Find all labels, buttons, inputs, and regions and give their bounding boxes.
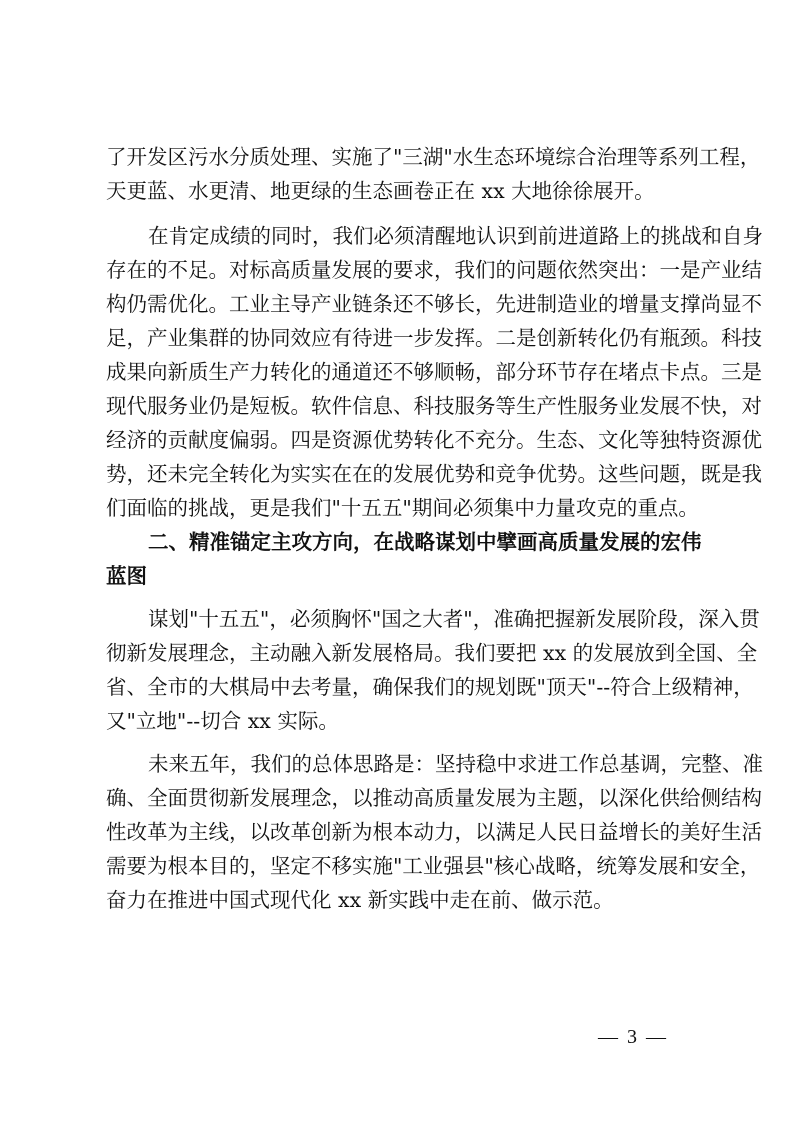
text-line: 性改革为主线，以改革创新为根本动力，以满足人民日益增长的美好生活 — [106, 820, 762, 844]
text-line: 天更蓝、水更清、地更绿的生态画卷正在 xx 大地徐徐展开。 — [106, 179, 655, 203]
text-line: 省、全市的大棋局中去考量，确保我们的规划既"顶天"--符合上级精神， — [106, 675, 754, 699]
text-line: 现代服务业仍是短板。软件信息、科技服务等生产性服务业发展不快，对 — [106, 394, 762, 418]
text-line: 足，产业集群的协同效应有待进一步发挥。二是创新转化仍有瓶颈。科技 — [106, 326, 762, 350]
text-line: 了开发区污水分质处理、实施了"三湖"水生态环境综合治理等系列工程， — [106, 145, 761, 169]
paragraph-challenges — [106, 219, 763, 525]
text-line: 奋力在推进中国式现代化 xx 新实践中走在前、做示范。 — [106, 888, 614, 912]
paragraph-planning — [106, 602, 760, 738]
text-line: 势，还未完全转化为实实在在的发展优势和竞争优势。这些问题，既是我 — [106, 462, 762, 486]
paragraph-continued — [106, 140, 761, 208]
text-line: 未来五年，我们的总体思路是：坚持稳中求进工作总基调，完整、准 — [148, 752, 763, 776]
heading-line: 蓝图 — [106, 564, 147, 588]
text-line: 构仍需优化。工业主导产业链条还不够长，先进制造业的增量支撑尚显不 — [106, 292, 762, 316]
document-body — [106, 140, 763, 917]
text-line: 又"立地"--切合 xx 实际。 — [106, 709, 339, 733]
text-line: 彻新发展理念，主动融入新发展格局。我们要把 xx 的发展放到全国、全 — [106, 641, 758, 665]
page-number: — 3 — — [598, 1026, 668, 1048]
text-line: 存在的不足。对标高质量发展的要求，我们的问题依然突出：一是产业结 — [106, 258, 762, 282]
text-line: 在肯定成绩的同时，我们必须清醒地认识到前进道路上的挑战和自身 — [148, 224, 763, 248]
text-line: 确、全面贯彻新发展理念，以推动高质量发展为主题，以深化供给侧结构 — [106, 786, 762, 810]
text-line: 需要为根本目的，坚定不移实施"工业强县"核心战略，统筹发展和安全， — [106, 854, 761, 878]
text-line: 经济的贡献度偏弱。四是资源优势转化不充分。生态、文化等独特资源优 — [106, 428, 762, 452]
heading-line: 二、精准锚定主攻方向，在战略谋划中擘画高质量发展的宏伟 — [148, 530, 702, 554]
text-line: 谋划"十五五"，必须胸怀"国之大者"，准确把握新发展阶段，深入贯 — [148, 607, 760, 631]
paragraph-overall-approach — [106, 747, 763, 917]
section-heading — [106, 525, 702, 593]
text-line: 成果向新质生产力转化的通道还不够顺畅，部分环节存在堵点卡点。三是 — [106, 360, 762, 384]
text-line: 们面临的挑战，更是我们"十五五"期间必须集中力量攻克的重点。 — [106, 496, 699, 520]
